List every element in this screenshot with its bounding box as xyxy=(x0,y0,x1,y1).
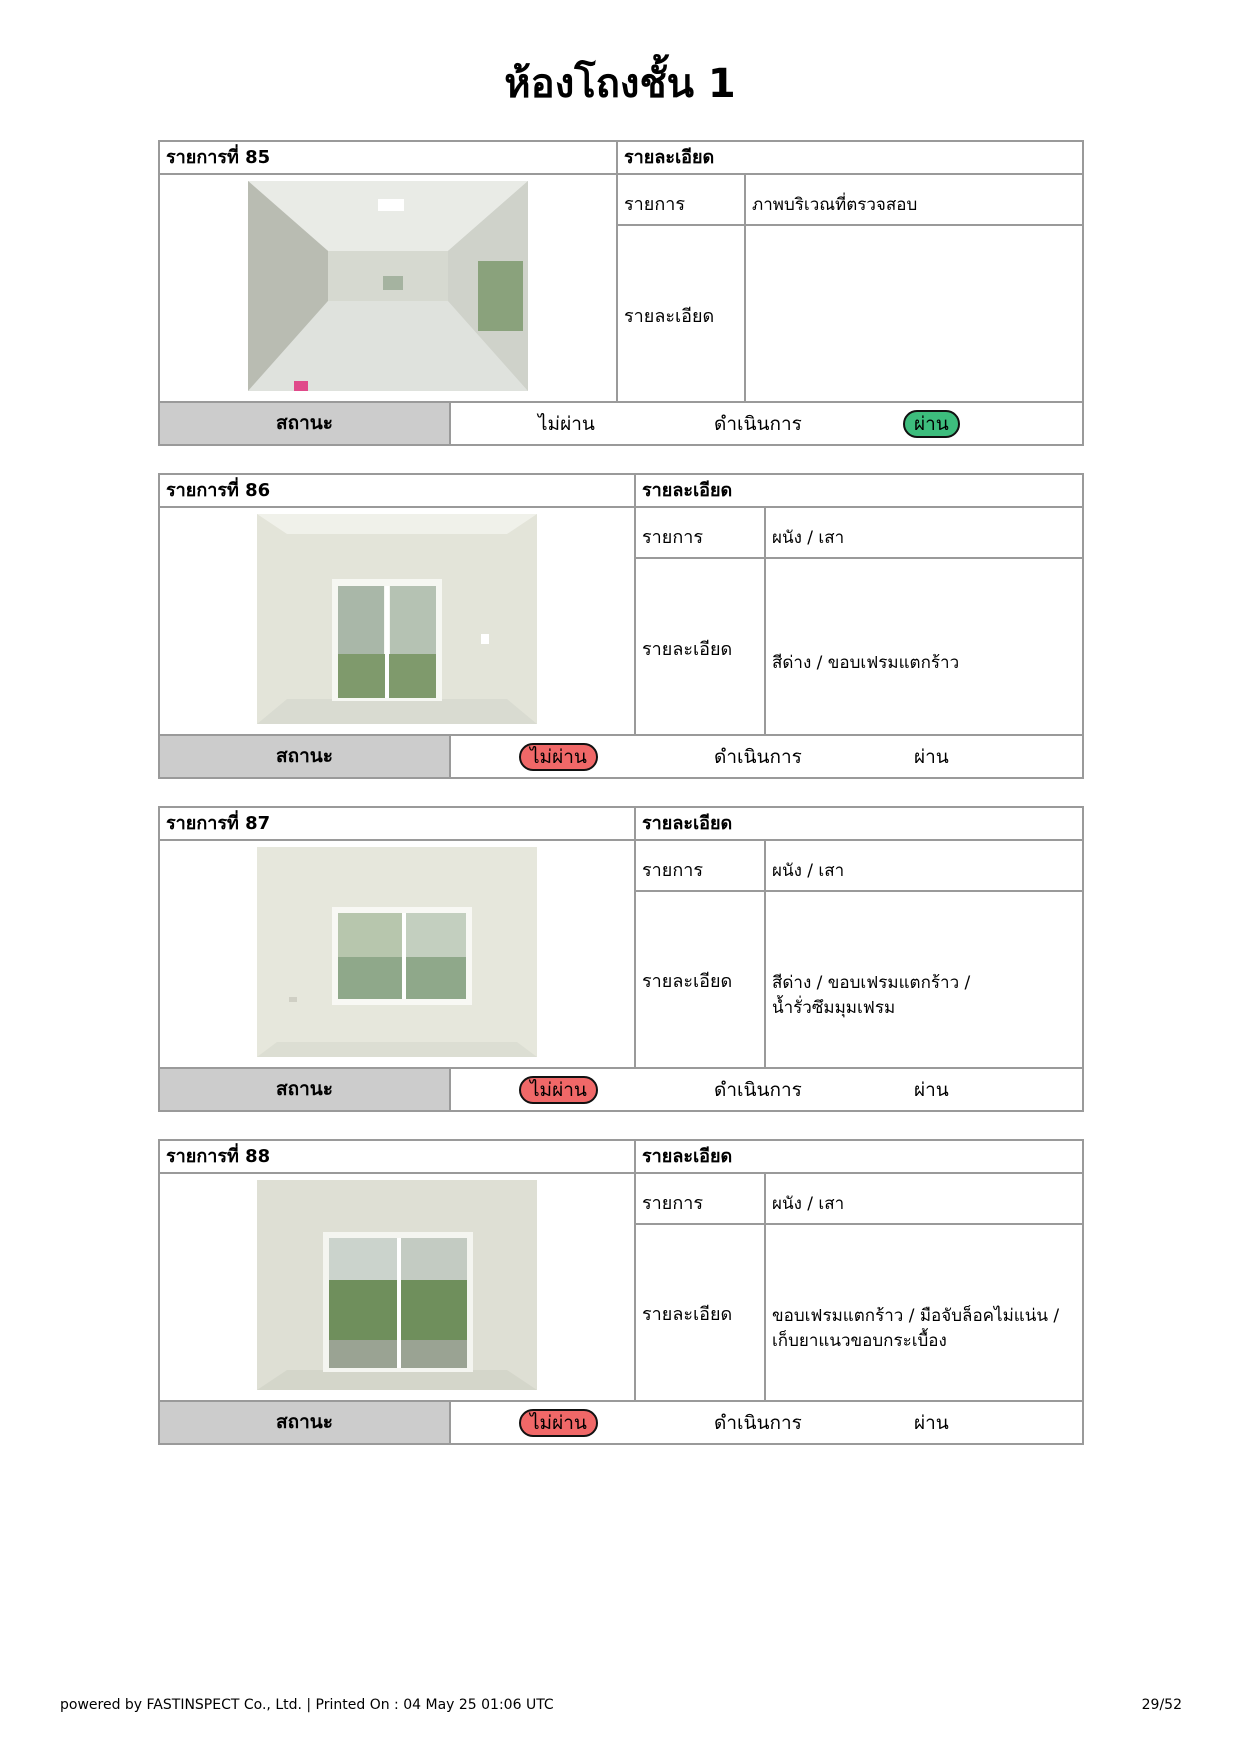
status-label: สถานะ xyxy=(160,1402,451,1443)
detail-label: รายละเอียด xyxy=(642,639,733,660)
detail-value-line-1: สีด่าง / ขอบเฟรมแตกร้าว xyxy=(772,653,960,673)
status-fail-option[interactable]: ไม่ผ่าน xyxy=(538,413,595,435)
item-value: ภาพบริเวณที่ตรวจสอบ xyxy=(752,195,918,215)
item-value: ผนัง / เสา xyxy=(772,528,845,548)
detail-header: รายละเอียด xyxy=(624,147,715,168)
item-value: ผนัง / เสา xyxy=(772,1194,845,1214)
inspection-photo[interactable] xyxy=(257,1180,537,1390)
item-number: รายการที่ 88 xyxy=(166,1146,271,1167)
status-fail-option[interactable]: ไม่ผ่าน xyxy=(519,1076,598,1104)
status-in-progress-option[interactable]: ดำเนินการ xyxy=(714,1412,802,1434)
item-label: รายการ xyxy=(642,860,703,881)
status-in-progress-option[interactable]: ดำเนินการ xyxy=(714,746,802,768)
item-header xyxy=(160,142,1082,175)
detail-label: รายละเอียด xyxy=(642,1304,733,1325)
inspection-photo[interactable] xyxy=(257,847,537,1057)
detail-value-line-2: เก็บยาแนวขอบกระเบื้อง xyxy=(772,1331,947,1351)
inspection-item-87 xyxy=(158,806,1084,1112)
status-label: สถานะ xyxy=(160,403,451,444)
detail-header: รายละเอียด xyxy=(642,1146,733,1167)
detail-header: รายละเอียด xyxy=(642,813,733,834)
item-label: รายการ xyxy=(642,1193,703,1214)
detail-value-line-1: สีด่าง / ขอบเฟรมแตกร้าว / xyxy=(772,973,971,993)
status-fail-option[interactable]: ไม่ผ่าน xyxy=(519,743,598,771)
detail-header: รายละเอียด xyxy=(642,480,733,501)
status-pass-option[interactable]: ผ่าน xyxy=(914,746,949,768)
status-in-progress-option[interactable]: ดำเนินการ xyxy=(714,413,802,435)
status-pass-option[interactable]: ผ่าน xyxy=(903,410,960,438)
inspection-photo[interactable] xyxy=(257,514,537,724)
item-label: รายการ xyxy=(642,527,703,548)
item-number: รายการที่ 85 xyxy=(166,147,271,168)
item-header xyxy=(160,475,1082,508)
item-header xyxy=(160,808,1082,841)
status-fail-option[interactable]: ไม่ผ่าน xyxy=(519,1409,598,1437)
status-row xyxy=(160,1400,1082,1443)
page-number: 29/52 xyxy=(1141,1697,1182,1713)
status-label: สถานะ xyxy=(160,1069,451,1110)
status-pass-option[interactable]: ผ่าน xyxy=(914,1079,949,1101)
inspection-item-88 xyxy=(158,1139,1084,1445)
detail-label: รายละเอียด xyxy=(642,971,733,992)
detail-label: รายละเอียด xyxy=(624,306,715,327)
item-header xyxy=(160,1141,1082,1174)
status-row xyxy=(160,401,1082,444)
detail-value-line-1: ขอบเฟรมแตกร้าว / มือจับล็อคไม่แน่น / xyxy=(772,1306,1060,1326)
status-row xyxy=(160,1067,1082,1110)
item-label: รายการ xyxy=(624,194,685,215)
status-pass-option[interactable]: ผ่าน xyxy=(914,1412,949,1434)
inspection-item-85 xyxy=(158,140,1084,446)
detail-value-line-2: น้ำรั่วซึมมุมเฟรม xyxy=(772,998,896,1018)
status-in-progress-option[interactable]: ดำเนินการ xyxy=(714,1079,802,1101)
inspection-item-86 xyxy=(158,473,1084,779)
footer-credit: powered by FASTINSPECT Co., Ltd. | Printed On : 04 May 25 01:06 UTC xyxy=(60,1697,554,1713)
page-title: ห้องโถงชั้น 1 xyxy=(504,61,736,107)
inspection-photo[interactable] xyxy=(248,181,528,391)
item-number: รายการที่ 86 xyxy=(166,480,271,501)
status-label: สถานะ xyxy=(160,736,451,777)
status-row xyxy=(160,734,1082,777)
item-number: รายการที่ 87 xyxy=(166,813,271,834)
item-value: ผนัง / เสา xyxy=(772,861,845,881)
